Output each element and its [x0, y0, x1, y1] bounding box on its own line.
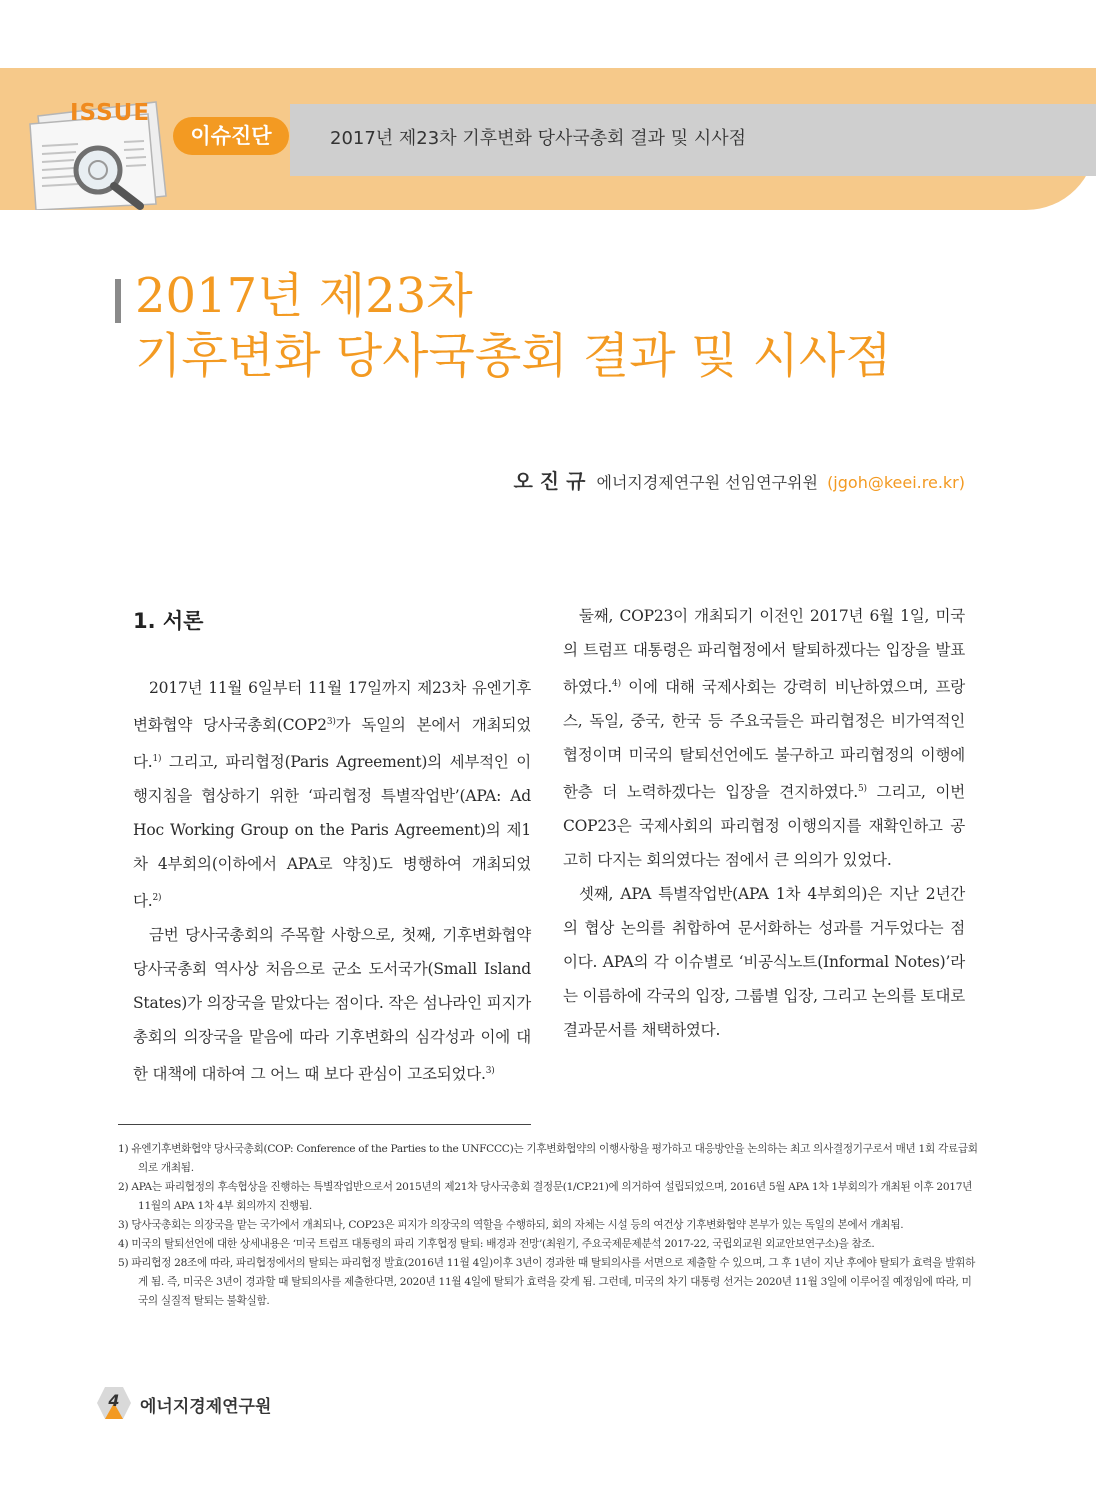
issue-header	[0, 68, 1096, 210]
footnotes	[118, 1140, 980, 1311]
body-paragraph: 둘째, COP23이 개최되기 이전인 2017년 6월 1일, 미국의 트럼프 대통령은 파리협정에서 탈퇴하겠다는 입장을 발표하였다.$^{4)}$ 이에 대해 국제사회는 강력히 비난하였으며, 프랑스, 독일, 중국, 한국 등 주요국들은 파리협정은 비가역적인 협정이며 미국의 탈퇴선언에도 불구하고 파리협정의 이행에 한층 더 노력하겠다는 입장을 견지하였다.$^{5)}$ 그리고, 이번 COP23은 국제사회의 파리협정 이행의지를 재확인하고 공고히 다지는 회의였다는 점에서 큰 의의가 있었다.	[563, 607, 965, 870]
right-column	[563, 599, 965, 1047]
footer-organization: 에너지경제연구원	[140, 1397, 272, 1417]
body-paragraph: 금번 당사국총회의 주목할 사항으로, 첫째, 기후변화협약 당사국총회 역사상 처음으로 군소 도서국가(Small Island States)가 의장국을 맡았다는 점이다. 작은 섬나라인 피지가 총회의 의장국을 맡음에 따라 기후변화의 심각성과 이에 대한 대책에 대하여 그 어느 때 보다 관심이 고조되었다.$^{3)}$	[133, 926, 531, 1084]
footnote: 1) 유엔기후변화협약 당사국총회(COP: Conference of the Parties to the UNFCCC)는 기후변화협약의 이행사항을 평가하고 대응방안을 논의하는 최고 의사결정기구로서 매년 1회 각료급회의로 개최됨.	[118, 1143, 978, 1174]
author-name: 오 진 규	[513, 469, 586, 493]
article-title	[135, 266, 892, 386]
header-title: 2017년 제23차 기후변화 당사국총회 결과 및 시사점	[330, 128, 747, 149]
author-affiliation: 에너지경제연구원 선임연구위원	[596, 473, 818, 492]
article-title-line2: 기후변화 당사국총회 결과 및 시사점	[135, 328, 892, 384]
author-line	[514, 465, 966, 494]
issue-category-badge: 이슈진단	[173, 117, 289, 155]
author-email: (jgoh@keei.re.kr)	[827, 473, 965, 492]
body-paragraph: 셋째, APA 특별작업반(APA 1차 4부회의)은 지난 2년간의 협상 논의를 취합하여 문서화하는 성과를 거두었다는 점이다. APA의 각 이슈별로 ‘비공식노트(Informal Notes)’라는 이름하에 각국의 입장, 그룹별 입장, 그리고 논의를 토대로 결과문서를 채택하였다.	[563, 885, 965, 1040]
title-marker	[115, 279, 121, 323]
footnote: 4) 미국의 탈퇴선언에 대한 상세내용은 ‘미국 트럼프 대통령의 파리 기후협정 탈퇴: 배경과 전망’(최원기, 주요국제문제분석 2017-22, 국립외교원 외교안보연구소)을 참조.	[118, 1238, 875, 1250]
footnote-divider	[118, 1124, 531, 1125]
issue-en-label: ISSUE	[70, 100, 151, 126]
footnote: 3) 당사국총회는 의장국을 맡는 국가에서 개최되나, COP23은 피지가 의장국의 역할을 수행하되, 회의 자체는 시설 등의 여건상 기후변화협약 본부가 있는 독일의 본에서 개최됨.	[118, 1219, 904, 1231]
body-paragraph: 2017년 11월 6일부터 11월 17일까지 제23차 유엔기후변화협약 당사국총회(COP2$^{3)}$가 독일의 본에서 개최되었다.$^{1)}$ 그리고, 파리협정(Paris Agreement)의 세부적인 이행지침을 협상하기 위한 ‘파리협정 특별작업반’(APA: Ad Hoc Working Group on the Paris Agreement)의 제1차 4부회의(이하에서 APA로 약칭)도 병행하여 개최되었다.$^{2)}$	[133, 679, 531, 911]
page-footer	[96, 1385, 396, 1425]
section-heading: 1. 서론	[133, 609, 204, 633]
left-column	[133, 595, 531, 1092]
footnote: 2) APA는 파리협정의 후속협상을 진행하는 특별작업반으로서 2015년의 제21차 당사국총회 결정문(1/CP.21)에 의거하여 설립되었으며, 2016년 5월 APA 1차 1부회의가 개최된 이후 2017년 11월의 APA 1차 4부 회의까지 진행됨.	[118, 1181, 973, 1212]
article-title-line1: 2017년 제23차	[135, 268, 473, 324]
footnote: 5) 파리협정 28조에 따라, 파리협정에서의 탈퇴는 파리협정 발효(2016년 11월 4일)이후 3년이 경과한 때 탈퇴의사를 서면으로 제출할 수 있으며, 그 후 1년이 지난 후에야 탈퇴가 효력을 발휘하게 됨. 즉, 미국은 3년이 경과할 때 탈퇴의사를 제출한다면, 2020년 11월 4일에 탈퇴가 효력을 갖게 됨. 그런데, 미국의 차기 대통령 선거는 2020년 11월 3일에 이루어질 예정임에 따라, 미국의 실질적 탈퇴는 불확실함.	[118, 1257, 976, 1307]
page-number: 4	[108, 1391, 120, 1410]
